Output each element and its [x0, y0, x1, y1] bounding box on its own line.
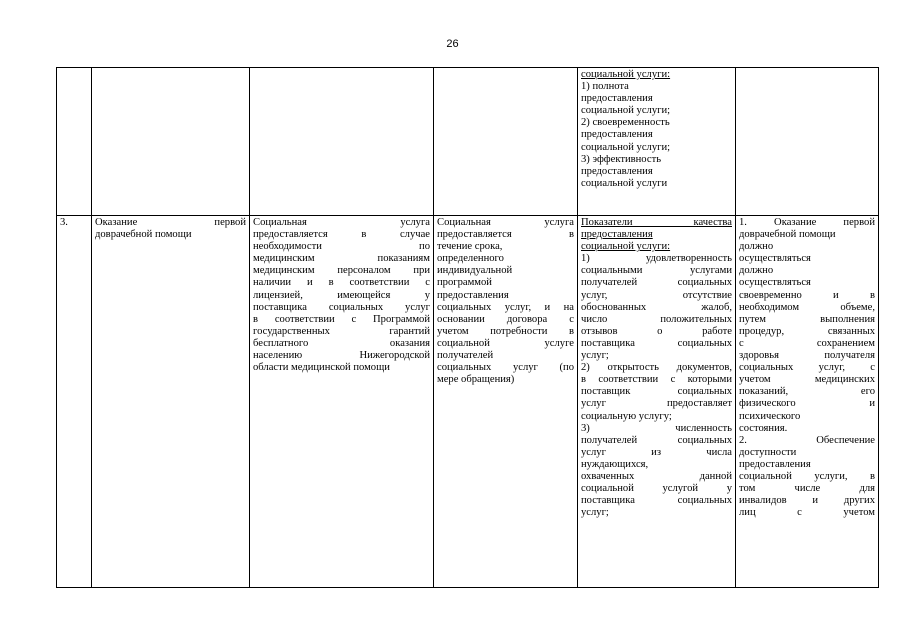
text-line: социальными услугами: [581, 265, 732, 277]
text-line: 3) эффективность: [581, 153, 662, 165]
text-line: социальной услуги, в: [739, 470, 875, 482]
text-line: индивидуальной: [437, 265, 513, 277]
text-line: услуг предоставляет: [581, 398, 732, 410]
cell-number: [57, 216, 92, 588]
text-line: учетом потребности в: [437, 325, 574, 337]
text-line: социальной услуги;: [581, 141, 671, 153]
text-line: поставщика социальных: [581, 337, 732, 349]
text-line: поставщика социальных услуг: [253, 301, 430, 313]
text-line: Оказание первой: [95, 217, 246, 228]
text-line: основании договора с: [437, 313, 574, 325]
text-line: обоснованных жалоб,: [581, 301, 732, 313]
text-line: лицензией, имеющейся у: [253, 289, 430, 301]
quality-indicators-heading: [581, 217, 732, 253]
cell-quality-indicators: [578, 68, 736, 216]
text-line: физического и: [739, 398, 875, 410]
text-line: поставщика социальных: [581, 495, 732, 507]
text-line: социальной услуги: [581, 177, 668, 189]
text-line: медицинским персоналом при: [253, 265, 430, 277]
table-row: [57, 216, 879, 588]
text-line: состояния.: [739, 422, 788, 434]
text-line: доврачебной помощи: [95, 229, 192, 241]
text-line: должно: [739, 265, 774, 277]
text-line: предоставления: [437, 289, 509, 301]
text-line: получателей социальных: [581, 277, 732, 289]
text-line: услуг, отсутствие: [581, 289, 732, 301]
text-line: предоставления: [581, 93, 653, 105]
text-line: услуг;: [581, 507, 609, 519]
text-line: должно: [739, 241, 774, 253]
text-line: осуществляться: [739, 253, 811, 265]
text-line: поставщик социальных: [581, 386, 732, 398]
text-line: своевременно и в: [739, 289, 875, 301]
text-line: медицинским показаниям: [253, 253, 430, 265]
text-line: наличии и в соответствии с: [253, 277, 430, 289]
text-line: здоровья получателя: [739, 350, 875, 362]
text-line: программой: [437, 277, 492, 289]
text-line: социальной услуге: [437, 337, 574, 349]
services-table: [56, 67, 879, 588]
text-line: необходимости по: [253, 241, 430, 253]
cell-conditions: [736, 68, 879, 216]
text-line: число положительных: [581, 313, 732, 325]
text-line: социальной услуги;: [581, 105, 671, 117]
text-line: социальных услуг, и на: [437, 301, 574, 313]
cell-service-name: [92, 68, 250, 216]
text-line: бесплатного оказания: [253, 337, 430, 349]
text-line: социальную услугу;: [581, 410, 672, 422]
text-line: отзывов о работе: [581, 325, 732, 337]
text-line: предоставления: [581, 129, 653, 141]
quality-indicators-body: [581, 253, 732, 519]
cell-number: [57, 68, 92, 216]
text-line: 3) численность: [581, 422, 732, 434]
text-line: с сохранением: [739, 337, 875, 349]
text-line: социальной услуги:: [581, 241, 671, 253]
text-line: определенного: [437, 253, 504, 265]
text-line: 2. Обеспечение: [739, 434, 875, 446]
text-line: показаний, его: [739, 386, 875, 398]
text-line: доступности: [739, 446, 797, 458]
text-line: 2) своевременность: [581, 117, 670, 129]
text-line: социальной услуги:: [581, 69, 671, 80]
text-line: 1) удовлетворенность: [581, 253, 732, 265]
text-line: социальной услугой у: [581, 483, 732, 495]
text-line: социальных услуг (по: [437, 362, 574, 374]
text-line: Показатели качества: [581, 217, 732, 228]
text-line: учетом медицинских: [739, 374, 875, 386]
text-line: предоставления: [581, 165, 653, 177]
text-line: нуждающихся,: [581, 458, 649, 470]
row-number: 3.: [60, 217, 68, 228]
cell-terms: [434, 216, 578, 588]
text-line: получателей: [437, 350, 494, 362]
text-line: услуг;: [581, 350, 609, 362]
text-line: течение срока,: [437, 241, 503, 253]
text-line: в соответствии с которыми: [581, 374, 732, 386]
text-line: получателей социальных: [581, 434, 732, 446]
text-line: социальных услуг, с: [739, 362, 875, 374]
text-line: услуг из числа: [581, 446, 732, 458]
text-line: 2) открытость документов,: [581, 362, 732, 374]
text-line: инвалидов и других: [739, 495, 875, 507]
cell-terms: [434, 68, 578, 216]
text-line: предоставления: [739, 458, 811, 470]
text-line: охваченных данной: [581, 470, 732, 482]
cell-conditions: [736, 216, 879, 588]
text-line: мере обращения): [437, 374, 515, 386]
cell-description: [250, 68, 434, 216]
page-number: 26: [446, 38, 459, 50]
text-line: населению Нижегородской: [253, 350, 430, 362]
text-line: 1. Оказание первой: [739, 217, 875, 228]
text-line: предоставляется в: [437, 229, 574, 241]
text-line: путем выполнения: [739, 313, 875, 325]
text-line: психического: [739, 410, 801, 422]
text-line: предоставляется в случае: [253, 229, 430, 241]
text-line: области медицинской помощи: [253, 362, 390, 374]
text-line: предоставления: [581, 229, 653, 241]
table-row: [57, 68, 879, 216]
text-line: Социальная услуга: [253, 217, 430, 228]
cell-quality-indicators: [578, 216, 736, 588]
text-line: 1) полнота: [581, 81, 629, 93]
cell-service-name: [92, 216, 250, 588]
text-line: в соответствии с Программой: [253, 313, 430, 325]
text-line: осуществляться: [739, 277, 811, 289]
text-line: процедур, связанных: [739, 325, 875, 337]
cell-description: [250, 216, 434, 588]
text-line: государственных гарантий: [253, 325, 430, 337]
text-line: лиц с учетом: [739, 507, 875, 519]
text-line: Социальная услуга: [437, 217, 574, 228]
text-line: необходимом объеме,: [739, 301, 875, 313]
text-line: том числе для: [739, 483, 875, 495]
text-line: доврачебной помощи: [739, 229, 836, 241]
